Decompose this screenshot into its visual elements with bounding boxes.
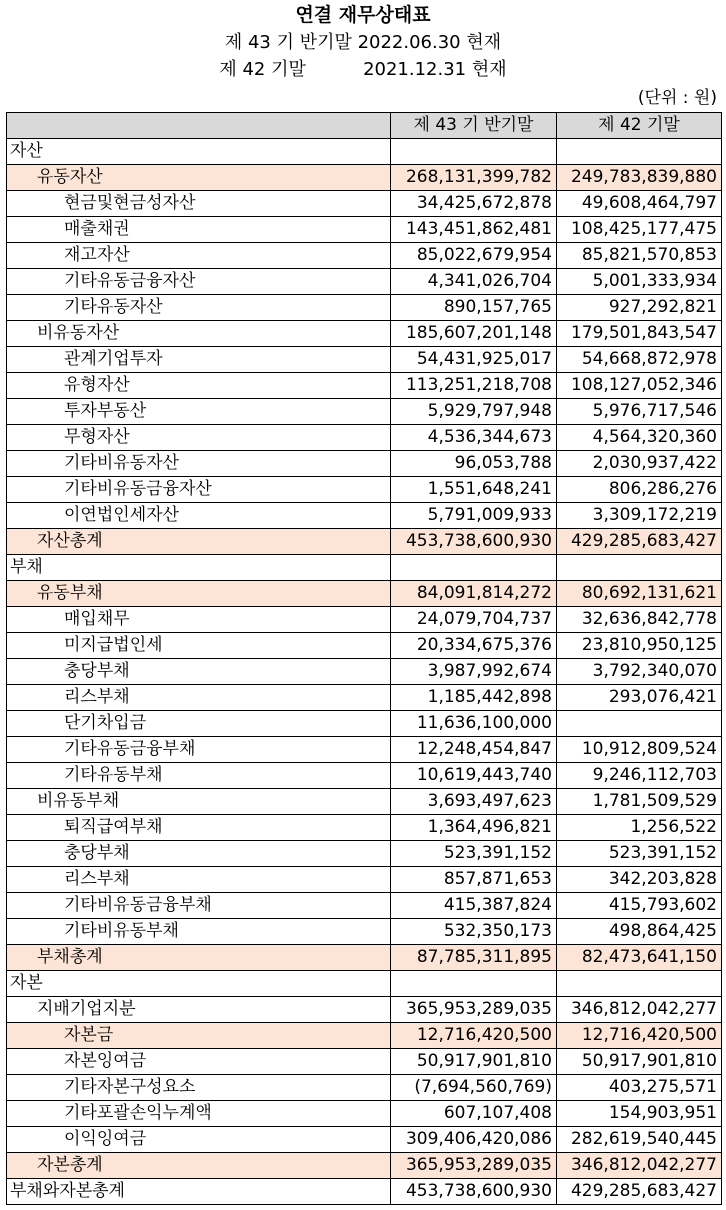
- prior-amount-cell: 403,275,571: [557, 1075, 722, 1101]
- prior-amount-cell: 12,716,420,500: [557, 1023, 722, 1049]
- column-header-prior: 제 42 기말: [557, 113, 722, 139]
- account-name-cell: 자본총계: [7, 1153, 391, 1179]
- table-row: [7, 607, 722, 633]
- prior-amount-cell: 346,812,042,277: [557, 997, 722, 1023]
- account-name-cell: 기타유동금융자산: [7, 269, 391, 295]
- table-row: [7, 555, 722, 581]
- column-header-current: 제 43 기 반기말: [391, 113, 557, 139]
- account-name-cell: 자산: [7, 139, 391, 165]
- prior-amount-cell: [557, 711, 722, 737]
- current-amount-cell: 87,785,311,895: [391, 945, 557, 971]
- prior-amount-cell: 1,256,522: [557, 815, 722, 841]
- account-name-cell: 자본: [7, 971, 391, 997]
- table-row: [7, 1101, 722, 1127]
- table-row: [7, 763, 722, 789]
- table-row: [7, 347, 722, 373]
- table-row: [7, 685, 722, 711]
- table-row: [7, 945, 722, 971]
- current-amount-cell: 607,107,408: [391, 1101, 557, 1127]
- prior-amount-cell: 1,781,509,529: [557, 789, 722, 815]
- account-name-cell: 자본잉여금: [7, 1049, 391, 1075]
- account-name-cell: 기타자본구성요소: [7, 1075, 391, 1101]
- current-amount-cell: 890,157,765: [391, 295, 557, 321]
- prior-amount-cell: 80,692,131,621: [557, 581, 722, 607]
- prior-amount-cell: 429,285,683,427: [557, 1179, 722, 1205]
- table-row: [7, 321, 722, 347]
- current-amount-cell: [391, 555, 557, 581]
- prior-amount-cell: 54,668,872,978: [557, 347, 722, 373]
- current-amount-cell: 1,364,496,821: [391, 815, 557, 841]
- current-amount-cell: 10,619,443,740: [391, 763, 557, 789]
- prior-amount-cell: 346,812,042,277: [557, 1153, 722, 1179]
- current-amount-cell: 4,536,344,673: [391, 425, 557, 451]
- prior-amount-cell: 9,246,112,703: [557, 763, 722, 789]
- account-name-cell: 재고자산: [7, 243, 391, 269]
- account-name-cell: 충당부채: [7, 659, 391, 685]
- prior-amount-cell: 85,821,570,853: [557, 243, 722, 269]
- prior-amount-cell: 293,076,421: [557, 685, 722, 711]
- current-amount-cell: 24,079,704,737: [391, 607, 557, 633]
- table-row: [7, 243, 722, 269]
- prior-amount-cell: [557, 555, 722, 581]
- account-name-cell: 자본금: [7, 1023, 391, 1049]
- document-title: 연결 재무상태표: [295, 4, 431, 26]
- prior-amount-cell: 82,473,641,150: [557, 945, 722, 971]
- account-name-cell: 유동자산: [7, 165, 391, 191]
- prior-amount-cell: 5,001,333,934: [557, 269, 722, 295]
- table-row: [7, 165, 722, 191]
- prior-amount-cell: [557, 971, 722, 997]
- prior-amount-cell: 5,976,717,546: [557, 399, 722, 425]
- current-amount-cell: 365,953,289,035: [391, 1153, 557, 1179]
- current-amount-cell: 84,091,814,272: [391, 581, 557, 607]
- account-name-cell: 미지급법인세: [7, 633, 391, 659]
- table-row: [7, 1179, 722, 1205]
- current-amount-cell: [391, 139, 557, 165]
- current-amount-cell: (7,694,560,769): [391, 1075, 557, 1101]
- prior-amount-cell: 806,286,276: [557, 477, 722, 503]
- table-row: [7, 295, 722, 321]
- prior-amount-cell: 108,127,052,346: [557, 373, 722, 399]
- table-row: [7, 451, 722, 477]
- prior-amount-cell: 415,793,602: [557, 893, 722, 919]
- table-row: [7, 1023, 722, 1049]
- period-current: 제 43 기 반기말 2022.06.30 현재: [224, 32, 502, 53]
- account-name-cell: 지배기업지분: [7, 997, 391, 1023]
- current-amount-cell: 1,551,648,241: [391, 477, 557, 503]
- account-name-cell: 리스부채: [7, 685, 391, 711]
- account-name-cell: 기타유동자산: [7, 295, 391, 321]
- current-amount-cell: 143,451,862,481: [391, 217, 557, 243]
- current-amount-cell: 1,185,442,898: [391, 685, 557, 711]
- current-amount-cell: 453,738,600,930: [391, 529, 557, 555]
- column-header-account: [7, 113, 391, 139]
- account-name-cell: 관계기업투자: [7, 347, 391, 373]
- account-name-cell: 기타비유동자산: [7, 451, 391, 477]
- balance-sheet-table: [6, 112, 722, 1205]
- current-amount-cell: 50,917,901,810: [391, 1049, 557, 1075]
- current-amount-cell: 20,334,675,376: [391, 633, 557, 659]
- prior-amount-cell: 523,391,152: [557, 841, 722, 867]
- current-amount-cell: 365,953,289,035: [391, 997, 557, 1023]
- account-name-cell: 비유동자산: [7, 321, 391, 347]
- account-name-cell: 리스부채: [7, 867, 391, 893]
- current-amount-cell: 12,248,454,847: [391, 737, 557, 763]
- period-prior: 제 42 기말 2021.12.31 현재: [219, 59, 507, 80]
- table-row: [7, 139, 722, 165]
- table-row: [7, 1153, 722, 1179]
- account-name-cell: 유형자산: [7, 373, 391, 399]
- prior-amount-cell: 49,608,464,797: [557, 191, 722, 217]
- current-amount-cell: 3,693,497,623: [391, 789, 557, 815]
- current-amount-cell: 185,607,201,148: [391, 321, 557, 347]
- account-name-cell: 유동부채: [7, 581, 391, 607]
- account-name-cell: 기타비유동금융부채: [7, 893, 391, 919]
- table-row: [7, 815, 722, 841]
- prior-amount-cell: [557, 139, 722, 165]
- account-name-cell: 부채총계: [7, 945, 391, 971]
- account-name-cell: 비유동부채: [7, 789, 391, 815]
- prior-amount-cell: 108,425,177,475: [557, 217, 722, 243]
- account-name-cell: 현금및현금성자산: [7, 191, 391, 217]
- current-amount-cell: 34,425,672,878: [391, 191, 557, 217]
- table-row: [7, 867, 722, 893]
- prior-amount-cell: 342,203,828: [557, 867, 722, 893]
- prior-amount-cell: 32,636,842,778: [557, 607, 722, 633]
- account-name-cell: 매출채권: [7, 217, 391, 243]
- account-name-cell: 기타유동금융부채: [7, 737, 391, 763]
- current-amount-cell: 532,350,173: [391, 919, 557, 945]
- table-row: [7, 399, 722, 425]
- prior-amount-cell: 498,864,425: [557, 919, 722, 945]
- current-amount-cell: 85,022,679,954: [391, 243, 557, 269]
- account-name-cell: 단기차입금: [7, 711, 391, 737]
- table-row: [7, 425, 722, 451]
- current-amount-cell: 453,738,600,930: [391, 1179, 557, 1205]
- prior-amount-cell: 927,292,821: [557, 295, 722, 321]
- prior-amount-cell: 50,917,901,810: [557, 1049, 722, 1075]
- table-row: [7, 217, 722, 243]
- account-name-cell: 기타비유동금융자산: [7, 477, 391, 503]
- account-name-cell: 이연법인세자산: [7, 503, 391, 529]
- table-body: [7, 139, 722, 1205]
- account-name-cell: 부채: [7, 555, 391, 581]
- table-row: [7, 1075, 722, 1101]
- current-amount-cell: 309,406,420,086: [391, 1127, 557, 1153]
- table-row: [7, 841, 722, 867]
- current-amount-cell: 5,791,009,933: [391, 503, 557, 529]
- prior-amount-cell: 154,903,951: [557, 1101, 722, 1127]
- table-row: [7, 659, 722, 685]
- account-name-cell: 무형자산: [7, 425, 391, 451]
- account-name-cell: 자산총계: [7, 529, 391, 555]
- table-row: [7, 633, 722, 659]
- table-row: [7, 919, 722, 945]
- prior-amount-cell: 3,309,172,219: [557, 503, 722, 529]
- current-amount-cell: 415,387,824: [391, 893, 557, 919]
- current-amount-cell: 54,431,925,017: [391, 347, 557, 373]
- current-amount-cell: 268,131,399,782: [391, 165, 557, 191]
- account-name-cell: 퇴직급여부채: [7, 815, 391, 841]
- current-amount-cell: 12,716,420,500: [391, 1023, 557, 1049]
- prior-amount-cell: 282,619,540,445: [557, 1127, 722, 1153]
- table-row: [7, 191, 722, 217]
- prior-amount-cell: 249,783,839,880: [557, 165, 722, 191]
- current-amount-cell: 523,391,152: [391, 841, 557, 867]
- account-name-cell: 부채와자본총계: [7, 1179, 391, 1205]
- table-row: [7, 711, 722, 737]
- prior-amount-cell: 10,912,809,524: [557, 737, 722, 763]
- account-name-cell: 충당부채: [7, 841, 391, 867]
- current-amount-cell: 96,053,788: [391, 451, 557, 477]
- table-row: [7, 789, 722, 815]
- account-name-cell: 기타비유동부채: [7, 919, 391, 945]
- prior-amount-cell: 4,564,320,360: [557, 425, 722, 451]
- table-row: [7, 1127, 722, 1153]
- table-row: [7, 737, 722, 763]
- current-amount-cell: 5,929,797,948: [391, 399, 557, 425]
- account-name-cell: 매입채무: [7, 607, 391, 633]
- prior-amount-cell: 2,030,937,422: [557, 451, 722, 477]
- table-row: [7, 581, 722, 607]
- table-row: [7, 373, 722, 399]
- current-amount-cell: [391, 971, 557, 997]
- table-row: [7, 997, 722, 1023]
- table-row: [7, 477, 722, 503]
- current-amount-cell: 4,341,026,704: [391, 269, 557, 295]
- current-amount-cell: 11,636,100,000: [391, 711, 557, 737]
- unit-label: (단위 : 원): [637, 88, 717, 108]
- current-amount-cell: 857,871,653: [391, 867, 557, 893]
- table-row: [7, 893, 722, 919]
- account-name-cell: 기타유동부채: [7, 763, 391, 789]
- table-row: [7, 269, 722, 295]
- table-row: [7, 503, 722, 529]
- prior-amount-cell: 23,810,950,125: [557, 633, 722, 659]
- prior-amount-cell: 429,285,683,427: [557, 529, 722, 555]
- account-name-cell: 이익잉여금: [7, 1127, 391, 1153]
- table-header-row: [7, 113, 722, 139]
- account-name-cell: 기타포괄손익누계액: [7, 1101, 391, 1127]
- prior-amount-cell: 3,792,340,070: [557, 659, 722, 685]
- table-row: [7, 971, 722, 997]
- current-amount-cell: 113,251,218,708: [391, 373, 557, 399]
- table-row: [7, 529, 722, 555]
- table-row: [7, 1049, 722, 1075]
- account-name-cell: 투자부동산: [7, 399, 391, 425]
- prior-amount-cell: 179,501,843,547: [557, 321, 722, 347]
- current-amount-cell: 3,987,992,674: [391, 659, 557, 685]
